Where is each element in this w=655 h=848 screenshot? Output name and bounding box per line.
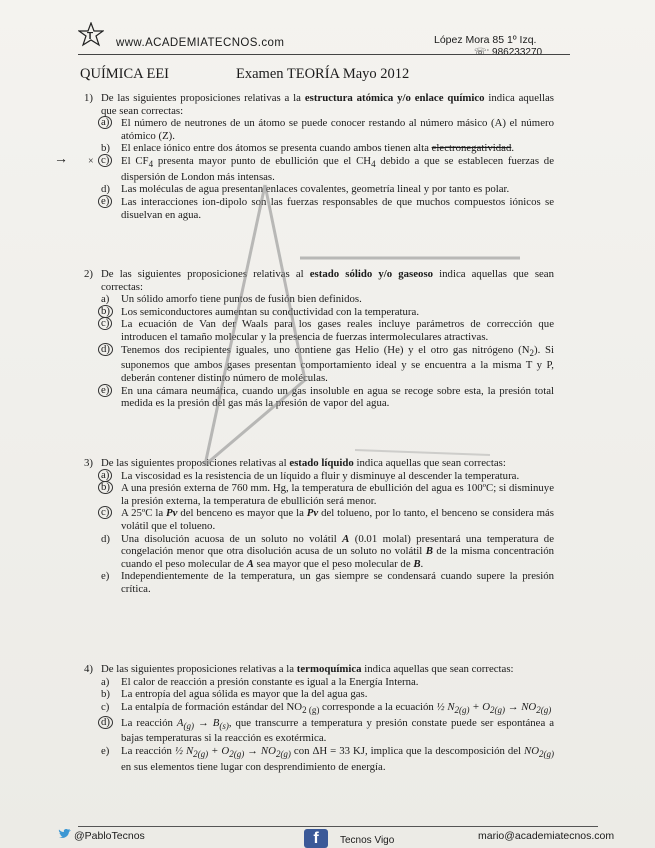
question-number: 1) bbox=[84, 92, 93, 104]
question-number: 4) bbox=[84, 663, 93, 675]
option-text: A una presión externa de 760 mm. Hg, la temperatura de ebullición del agua es 100ºC; si disminuye la presión externa, la temperatura de ebullición será menor. bbox=[121, 482, 554, 507]
option-letter: b) bbox=[101, 688, 110, 701]
option-text: El enlace iónico entre dos átomos se presenta cuando ambos tienen alta electronegatividad. bbox=[121, 142, 515, 155]
answer-option bbox=[101, 482, 554, 507]
footer-divider bbox=[78, 826, 598, 827]
twitter-handle[interactable]: @PabloTecnos bbox=[74, 830, 145, 842]
option-text: La ecuación de Van der Waals para los gases reales incluye parámetros de corrección que introducen el tamaño molecular y la presencia de fuerzas intermoleculares atractivas. bbox=[121, 318, 554, 343]
option-text: La viscosidad es la resistencia de un líquido a fluir y disminuye al descender la temperatura. bbox=[121, 469, 520, 482]
option-text: Una disolución acuosa de un soluto no volátil A (0.01 molal) presentará una temperatura de congelación menor que otra disolución acusa de un soluto no volátil B de la misma concentración cuando el peso molecular de A sea mayor que el peso molecular de B. bbox=[121, 532, 554, 570]
exam-title: Examen TEORÍA Mayo 2012 bbox=[236, 66, 410, 82]
answer-option bbox=[101, 293, 554, 306]
question-2 bbox=[84, 268, 554, 410]
answer-option bbox=[101, 570, 554, 595]
answer-option bbox=[101, 385, 554, 410]
question-4 bbox=[84, 663, 554, 773]
option-letter: b) bbox=[101, 142, 110, 155]
answer-option bbox=[101, 507, 554, 532]
facebook-page[interactable]: Tecnos Vigo bbox=[340, 835, 395, 846]
option-text: El calor de reacción a presión constante es igual a la Energía Interna. bbox=[121, 675, 419, 688]
option-text: Las interacciones ion-dipolo son las fuerzas responsables de que muchos compuestos iónicos se disuelvan en agua. bbox=[121, 195, 554, 221]
option-text: A 25ºC la Pv del benceno es mayor que la Pv del tolueno, por lo tanto, el benceno se considera más volátil que el tolueno. bbox=[121, 507, 554, 532]
option-letter: e) bbox=[101, 570, 110, 583]
answer-option bbox=[101, 117, 554, 142]
brand-url[interactable]: www.ACADEMIATECNOS.com bbox=[116, 37, 285, 49]
option-text: En una cámara neumática, cuando un gas insoluble en agua se recoge sobre esta, la presión total medida es la presión del gas más la presión de vapor del agua. bbox=[121, 384, 554, 410]
header-divider bbox=[78, 54, 570, 55]
option-letter: e) bbox=[98, 195, 112, 208]
svg-text:T: T bbox=[87, 31, 94, 42]
option-text: La reacción ½ $N_{2(g)} + O_{2(g)} \to NO_{2(g)}$ con ΔH = 33 KJ, implica que la descomposición del $NO_{2(g)}$ en sus elementos tiene lugar con desprendimiento de energía. bbox=[121, 744, 555, 773]
option-text: El $CF_4$ presenta mayor punto de ebullición que el $CH_4$ debido a que se establecen fuerzas de dispersión de London más intensas. bbox=[121, 154, 554, 183]
answer-option bbox=[101, 183, 554, 196]
handwritten-cross-icon: × bbox=[88, 156, 94, 167]
subject-title: QUÍMICA EEI bbox=[80, 66, 170, 82]
option-letter: e) bbox=[98, 384, 112, 397]
answer-option bbox=[101, 196, 554, 221]
option-letter: d) bbox=[98, 343, 113, 356]
option-text: Tenemos dos recipientes iguales, uno contiene gas Helio (He) y el otro gas nitrógeno $(N_2)$. Si suponemos que ambos gases presentan comportamiento ideal y se encuentra a la misma T y P, deberán contener distinto número de moléculas. bbox=[121, 343, 555, 384]
option-text: Independientemente de la temperatura, un gas siempre se condensará cuando supere la presión crítica. bbox=[121, 570, 554, 595]
answer-option bbox=[101, 470, 554, 483]
option-letter: c) bbox=[101, 700, 110, 713]
twitter-icon[interactable] bbox=[58, 828, 72, 840]
option-letter: e) bbox=[101, 744, 110, 757]
question-number: 3) bbox=[84, 457, 93, 469]
answer-option bbox=[101, 676, 554, 689]
contact-email[interactable]: mario@academiatecnos.com bbox=[478, 830, 615, 842]
answer-option bbox=[101, 344, 554, 385]
option-letter: d) bbox=[101, 183, 110, 196]
question-3 bbox=[84, 457, 554, 596]
option-letter: c) bbox=[98, 317, 112, 330]
option-letter: c) bbox=[98, 506, 112, 519]
option-text: Los semiconductores aumentan su conductividad con la temperatura. bbox=[121, 305, 420, 318]
answer-option bbox=[101, 155, 554, 183]
option-text: La reacción $A_{(g)} \to B_{(s)}$, que transcurre a temperatura y presión constate puede ser espontánea a bajas temperaturas si la reacción es exotérmica. bbox=[121, 716, 554, 745]
answer-option bbox=[101, 533, 554, 571]
question-number: 2) bbox=[84, 268, 93, 280]
answer-option bbox=[101, 688, 554, 701]
handwritten-arrow-icon: → bbox=[54, 152, 68, 167]
option-letter: b) bbox=[98, 305, 113, 318]
option-letter: b) bbox=[98, 481, 113, 494]
answer-option bbox=[101, 701, 554, 717]
answer-option bbox=[101, 306, 554, 319]
option-text: Un sólido amorfo tiene puntos de fusión bien definidos. bbox=[121, 293, 362, 306]
option-letter: a) bbox=[101, 293, 110, 306]
address: López Mora 85 1º Izq. bbox=[434, 34, 537, 46]
answer-option bbox=[101, 142, 554, 155]
option-letter: a) bbox=[98, 469, 112, 482]
option-letter: d) bbox=[98, 716, 113, 729]
answer-option bbox=[101, 318, 554, 343]
option-letter: a) bbox=[101, 675, 110, 688]
phone-number: ☏: 986233270 bbox=[474, 47, 543, 58]
option-letter: c) bbox=[98, 154, 112, 167]
option-letter: a) bbox=[98, 116, 112, 129]
question-stem: De las siguientes proposiciones relativas al estado sólido y/o gaseoso indica aquellas que sean correctas: bbox=[101, 268, 554, 293]
question-stem: De las siguientes proposiciones relativas a la estructura atómica y/o enlace químico indica aquellas que sean correctas: bbox=[101, 92, 554, 117]
option-letter: d) bbox=[101, 532, 110, 545]
answer-option bbox=[101, 745, 554, 773]
question-stem: De las siguientes proposiciones relativas a la termoquímica indica aquellas que sean correctas: bbox=[101, 663, 514, 675]
question-1 bbox=[84, 92, 554, 221]
option-text: La entropía del agua sólida es mayor que la del agua gas. bbox=[121, 688, 368, 701]
option-text: El número de neutrones de un átomo se puede conocer restando al número másico (A) el número atómico (Z). bbox=[121, 117, 554, 142]
question-stem: De las siguientes proposiciones relativas al estado líquido indica aquellas que sean correctas: bbox=[101, 457, 506, 469]
academia-logo-icon bbox=[78, 22, 104, 48]
answer-option bbox=[101, 717, 554, 745]
option-text: La entalpía de formación estándar del $NO_{2 (g)}$ corresponde a la ecuación ½ $N_{2(g)} + O_{2(g)} \to NO_{2(g)}$ bbox=[121, 700, 552, 715]
facebook-icon[interactable]: f bbox=[304, 829, 328, 848]
option-text: Las moléculas de agua presentan enlaces covalentes, geometría lineal y por tanto es polar. bbox=[121, 183, 510, 196]
